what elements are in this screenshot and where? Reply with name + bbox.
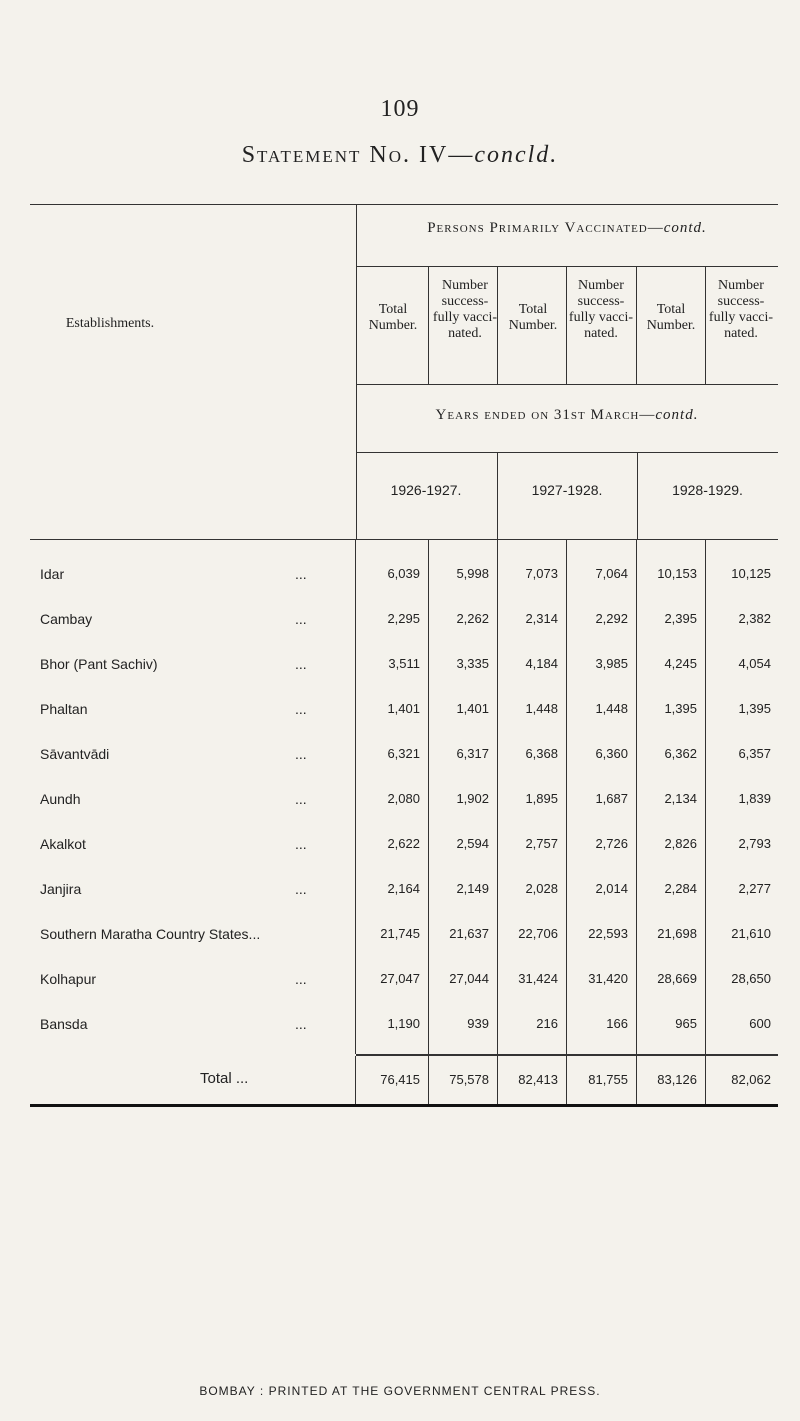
col-divider-4	[636, 266, 637, 384]
cell: 2,134	[664, 791, 697, 806]
row-name: Kolhapur	[40, 971, 97, 987]
cell: 1,401	[387, 701, 420, 716]
cell: 2,826	[664, 836, 697, 851]
cell: 1,401	[456, 701, 489, 716]
row-dots: ...	[295, 881, 307, 897]
row-name: Southern Maratha Country States...	[40, 926, 261, 942]
row-dots: ...	[295, 791, 307, 807]
total-divider-1	[428, 1056, 429, 1104]
row-dots: ...	[295, 566, 307, 582]
col-header-2: Number success-fully vacci-nated.	[432, 278, 498, 341]
cell: 2,594	[456, 836, 489, 851]
total-divider-0	[355, 1056, 356, 1104]
cell: 31,424	[518, 971, 558, 986]
stub-header: Establishments.	[65, 316, 155, 331]
cell: 22,593	[588, 926, 628, 941]
cell: 22,706	[518, 926, 558, 941]
cell: 6,362	[664, 746, 697, 761]
cell: 6,368	[525, 746, 558, 761]
year-1926: 1926-1927.	[390, 482, 462, 498]
cell: 5,998	[456, 566, 489, 581]
years-header-rule	[356, 452, 778, 453]
bottom-rule	[30, 1104, 778, 1107]
top-rule	[30, 204, 778, 205]
cell: 4,245	[664, 656, 697, 671]
col-header-3: Total Number.	[508, 302, 558, 333]
col-header-4: Number success-fully vacci-nated.	[568, 278, 634, 341]
cell: 2,262	[456, 611, 489, 626]
total-cell: 82,062	[731, 1072, 771, 1087]
row-dots: ...	[295, 746, 307, 762]
total-rule	[356, 1054, 778, 1056]
cell: 7,073	[525, 566, 558, 581]
cell: 31,420	[588, 971, 628, 986]
cell: 27,047	[380, 971, 420, 986]
cell: 2,757	[525, 836, 558, 851]
group-header-suffix: contd.	[663, 220, 707, 236]
cell: 7,064	[595, 566, 628, 581]
col-divider-5	[705, 266, 706, 384]
cell: 3,335	[456, 656, 489, 671]
total-cell: 75,578	[449, 1072, 489, 1087]
cell: 21,698	[657, 926, 697, 941]
cell: 28,669	[657, 971, 697, 986]
cell: 2,726	[595, 836, 628, 851]
row-dots: ...	[295, 836, 307, 852]
row-name: Bansda	[40, 1016, 88, 1032]
row-dots: ...	[295, 611, 307, 627]
row-dots: ...	[295, 971, 307, 987]
cell: 6,321	[387, 746, 420, 761]
total-cell: 82,413	[518, 1072, 558, 1087]
cell: 6,317	[456, 746, 489, 761]
row-name: Cambay	[40, 611, 93, 627]
cell: 1,190	[387, 1016, 420, 1031]
cell: 166	[606, 1016, 628, 1031]
row-dots: ...	[295, 701, 307, 717]
cell: 1,895	[525, 791, 558, 806]
row-name: Akalkot	[40, 836, 86, 852]
row-name: Bhor (Pant Sachiv)	[40, 656, 158, 672]
col-divider-1	[428, 266, 429, 384]
cell: 2,295	[387, 611, 420, 626]
cell: 1,395	[738, 701, 771, 716]
total-cell: 76,415	[380, 1072, 420, 1087]
cell: 1,902	[456, 791, 489, 806]
cell: 2,284	[664, 881, 697, 896]
cell: 3,511	[388, 656, 420, 671]
cell: 1,839	[738, 791, 771, 806]
year-1928: 1928-1929.	[672, 482, 743, 498]
page-number: 109	[380, 96, 420, 122]
cell: 21,637	[449, 926, 489, 941]
cell: 28,650	[731, 971, 771, 986]
cell: 2,014	[595, 881, 628, 896]
cell: 27,044	[449, 971, 489, 986]
cell: 2,277	[738, 881, 771, 896]
cell: 2,149	[456, 881, 489, 896]
total-label: Total ...	[200, 1070, 249, 1087]
row-name: Aundh	[40, 791, 81, 807]
col-divider-2	[497, 266, 498, 384]
column-header-rule	[356, 384, 778, 385]
col-divider-3	[566, 266, 567, 384]
col-header-6: Number success-fully vacci-nated.	[708, 278, 774, 341]
total-divider-4	[636, 1056, 637, 1104]
printer-footer: BOMBAY : PRINTED AT THE GOVERNMENT CENTRAL PRESS.	[199, 1384, 601, 1398]
cell: 2,622	[387, 836, 420, 851]
cell: 10,153	[657, 566, 697, 581]
cell: 2,164	[387, 881, 420, 896]
row-name: Sāvantvādi	[40, 746, 110, 762]
cell: 600	[749, 1016, 771, 1031]
years-divider-2	[637, 452, 638, 540]
cell: 2,382	[738, 611, 771, 626]
total-cell: 83,126	[657, 1072, 697, 1087]
total-cell: 81,755	[588, 1072, 628, 1087]
cell: 2,028	[525, 881, 558, 896]
total-divider-3	[566, 1056, 567, 1104]
years-header-main: Years ended on 31st March—	[435, 407, 656, 423]
cell: 1,448	[525, 701, 558, 716]
years-header	[356, 407, 778, 423]
cell: 4,054	[738, 656, 771, 671]
row-dots: ...	[295, 656, 307, 672]
cell: 10,125	[731, 566, 771, 581]
col-header-5: Total Number.	[646, 302, 696, 333]
cell: 2,292	[595, 611, 628, 626]
cell: 965	[675, 1016, 697, 1031]
year-1927: 1927-1928.	[531, 482, 603, 498]
cell: 3,985	[595, 656, 628, 671]
cell: 4,184	[525, 656, 558, 671]
group-header-main: Persons Primarily Vaccinated—	[427, 220, 664, 236]
cell: 2,793	[738, 836, 771, 851]
statement-title	[0, 142, 800, 169]
cell: 1,448	[595, 701, 628, 716]
col-header-1: Total Number.	[368, 302, 418, 333]
cell: 6,357	[738, 746, 771, 761]
header-bottom-rule	[30, 539, 778, 540]
cell: 2,395	[664, 611, 697, 626]
row-name: Phaltan	[40, 701, 88, 717]
group-header	[356, 220, 778, 236]
cell: 216	[536, 1016, 558, 1031]
cell: 1,395	[664, 701, 697, 716]
cell: 21,610	[731, 926, 771, 941]
row-dots: ...	[295, 1016, 307, 1032]
statement-title-suffix: concld.	[474, 142, 559, 168]
row-name: Idar	[40, 566, 65, 582]
total-divider-2	[497, 1056, 498, 1104]
cell: 6,360	[595, 746, 628, 761]
cell: 21,745	[380, 926, 420, 941]
years-divider-1	[497, 452, 498, 540]
years-header-suffix: contd.	[655, 407, 699, 423]
cell: 2,314	[525, 611, 558, 626]
cell: 2,080	[387, 791, 420, 806]
statement-title-main: Statement No. IV—	[241, 142, 475, 168]
cell: 6,039	[387, 566, 420, 581]
cell: 939	[467, 1016, 489, 1031]
group-header-rule	[356, 266, 778, 267]
row-name: Janjira	[40, 881, 82, 897]
total-divider-5	[705, 1056, 706, 1104]
cell: 1,687	[595, 791, 628, 806]
